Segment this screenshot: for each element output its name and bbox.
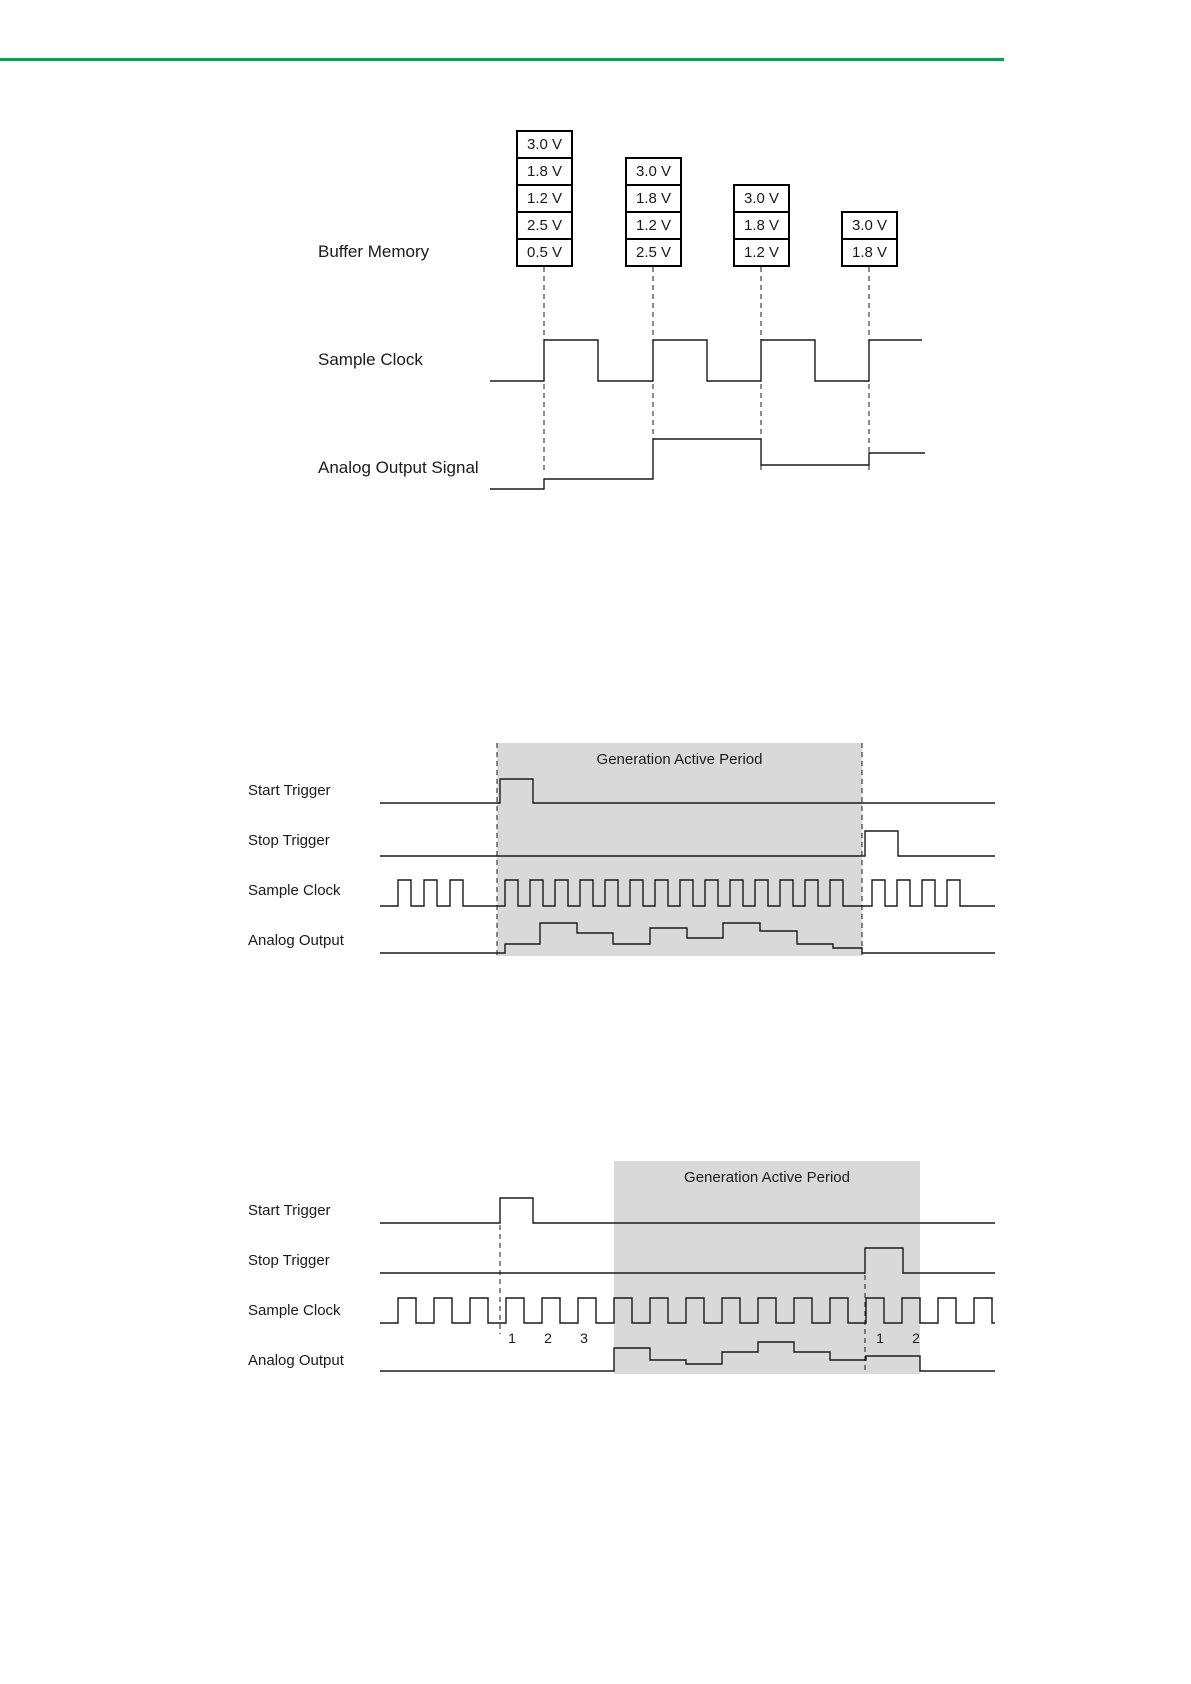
stop-trigger-label-fig2: Stop Trigger bbox=[248, 832, 330, 849]
buffer-value-box: 1.8 V bbox=[625, 184, 682, 213]
buffer-value-box: 3.0 V bbox=[625, 157, 682, 186]
buffer-value-box: 3.0 V bbox=[841, 211, 898, 240]
buffer-value-box: 3.0 V bbox=[516, 130, 573, 159]
analog-output-signal-label-fig1: Analog Output Signal bbox=[318, 458, 479, 477]
buffer-value-box: 1.8 V bbox=[733, 211, 790, 240]
region-title-fig2: Generation Active Period bbox=[596, 751, 763, 768]
sample-clock-label-fig1: Sample Clock bbox=[318, 350, 423, 369]
sample-clock-label-fig3: Sample Clock bbox=[248, 1302, 341, 1319]
region-title-fig3: Generation Active Period bbox=[684, 1169, 850, 1186]
buffer-value-box: 2.5 V bbox=[516, 211, 573, 240]
clock-count-start-2: 2 bbox=[544, 1330, 552, 1346]
buffer-value-box: 1.8 V bbox=[841, 238, 898, 267]
analog-output-label-fig2: Analog Output bbox=[248, 932, 344, 949]
buffer-value-box: 2.5 V bbox=[625, 238, 682, 267]
start-trigger-label-fig3: Start Trigger bbox=[248, 1202, 331, 1219]
start-trigger-label-fig2: Start Trigger bbox=[248, 782, 331, 799]
buffer-value-box: 1.2 V bbox=[733, 238, 790, 267]
clock-count-stop-1: 1 bbox=[876, 1330, 884, 1346]
buffer-value-box: 1.2 V bbox=[516, 184, 573, 213]
analog-output-label-fig3: Analog Output bbox=[248, 1352, 344, 1369]
clock-count-stop-2: 2 bbox=[912, 1330, 920, 1346]
buffer-value-box: 0.5 V bbox=[516, 238, 573, 267]
buffer-value-box: 1.2 V bbox=[625, 211, 682, 240]
buffer-value-box: 3.0 V bbox=[733, 184, 790, 213]
stop-trigger-label-fig3: Stop Trigger bbox=[248, 1252, 330, 1269]
clock-count-start-3: 3 bbox=[580, 1330, 588, 1346]
buffer-value-box: 1.8 V bbox=[516, 157, 573, 186]
buffer-memory-label: Buffer Memory bbox=[318, 242, 430, 261]
sample-clock-label-fig2: Sample Clock bbox=[248, 882, 341, 899]
clock-count-start-1: 1 bbox=[508, 1330, 516, 1346]
